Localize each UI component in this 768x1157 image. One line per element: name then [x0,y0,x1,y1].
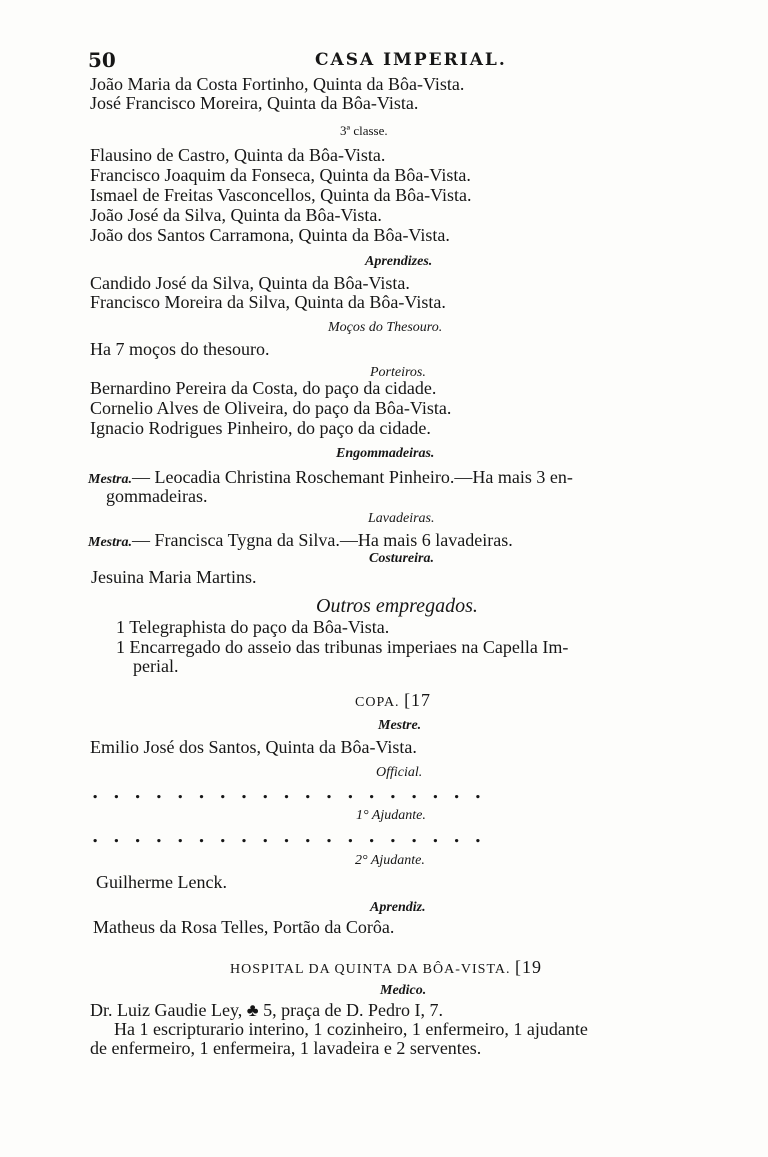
list-item [88,530,513,553]
list-item: gommadeiras. [106,486,208,506]
section-heading: Moços do Thesouro. [328,320,443,335]
list-item: de enfermeiro, 1 enfermeira, 1 lavadeira e 2 serventes. [90,1038,482,1058]
item-text: Telegraphista do paço da Bôa-Vista. [129,617,390,637]
list-item: João Maria da Costa Fortinho, Quinta da Bôa-Vista. [90,74,465,94]
list-item: Francisco Joaquim da Fonseca, Quinta da Bôa-Vista. [90,165,471,185]
list-item: Dr. Luiz Gaudie Ley, ♣ 5, praça de D. Pedro I, 7. [90,1000,444,1020]
section-heading: Costureira. [369,551,434,566]
section-heading: Official. [376,765,423,780]
section-heading: 3ª classe. [340,123,388,138]
list-item: Francisco Moreira da Silva, Quinta da Bôa-Vista. [90,292,446,312]
item-count: 1 [116,617,125,637]
list-item [116,617,389,637]
list-item: Ha 7 moços do thesouro. [90,339,270,359]
hospital-title: HOSPITAL DA QUINTA DA BÔA-VISTA. [230,962,511,977]
list-item: Ignacio Rodrigues Pinheiro, do paço da cidade. [90,418,431,438]
item-text: Encarregado do asseio das tribunas imperiaes na Capella Im- [129,637,569,657]
running-title: CASA IMPERIAL. [315,50,507,70]
page-number: 50 [88,48,116,72]
hospital-number: [19 [515,957,543,977]
list-item: Emilio José dos Santos, Quinta da Bôa-Vista. [90,737,417,757]
section-heading: Aprendiz. [370,900,426,915]
section-heading: Mestre. [378,718,422,733]
section-heading: Porteiros. [370,365,426,380]
list-item: João José da Silva, Quinta da Bôa-Vista. [90,205,382,225]
list-item: Cornelio Alves de Oliveira, do paço da Bôa-Vista. [90,398,452,418]
list-item: Ismael de Freitas Vasconcellos, Quinta da Bôa-Vista. [90,185,472,205]
list-item [116,637,568,657]
section-heading: Engommadeiras. [336,446,435,461]
list-item: Jesuina Maria Martins. [91,567,257,587]
section-heading: 1° Ajudante. [356,808,426,823]
list-item: Flausino de Castro, Quinta da Bôa-Vista. [90,145,386,165]
copa-title: COPA. [355,695,400,710]
section-heading: 2° Ajudante. [355,853,425,868]
dotted-leader: ................... [92,826,497,847]
section-heading: Aprendizes. [365,254,433,269]
mestra-text: — Leocadia Christina Roschemant Pinheiro.—Ha mais 3 en- [131,467,573,487]
mestra-label: Mestra. [88,535,132,550]
section-heading: Outros empregados. [316,595,478,617]
list-item: perial. [133,656,179,676]
item-count: 1 [116,637,125,657]
list-item: Guilherme Lenck. [96,872,227,892]
section-heading: Medico. [380,983,427,998]
list-item: João dos Santos Carramona, Quinta da Bôa-Vista. [90,225,450,245]
section-heading [230,957,542,978]
mestra-label: Mestra. [88,472,132,487]
list-item: Ha 1 escripturario interino, 1 cozinheiro, 1 enfermeiro, 1 ajudante [114,1019,588,1039]
list-item: Bernardino Pereira da Costa, do paço da cidade. [90,378,437,398]
dotted-leader: ................... [92,782,497,803]
list-item: Candido José da Silva, Quinta da Bôa-Vista. [90,273,410,293]
copa-number: [17 [404,690,432,710]
list-item: José Francisco Moreira, Quinta da Bôa-Vista. [90,93,419,113]
section-heading: Lavadeiras. [368,511,435,526]
section-heading [355,690,431,711]
mestra-text: — Francisca Tygna da Silva.—Ha mais 6 lavadeiras. [131,530,513,550]
list-item: Matheus da Rosa Telles, Portão da Corôa. [93,917,395,937]
